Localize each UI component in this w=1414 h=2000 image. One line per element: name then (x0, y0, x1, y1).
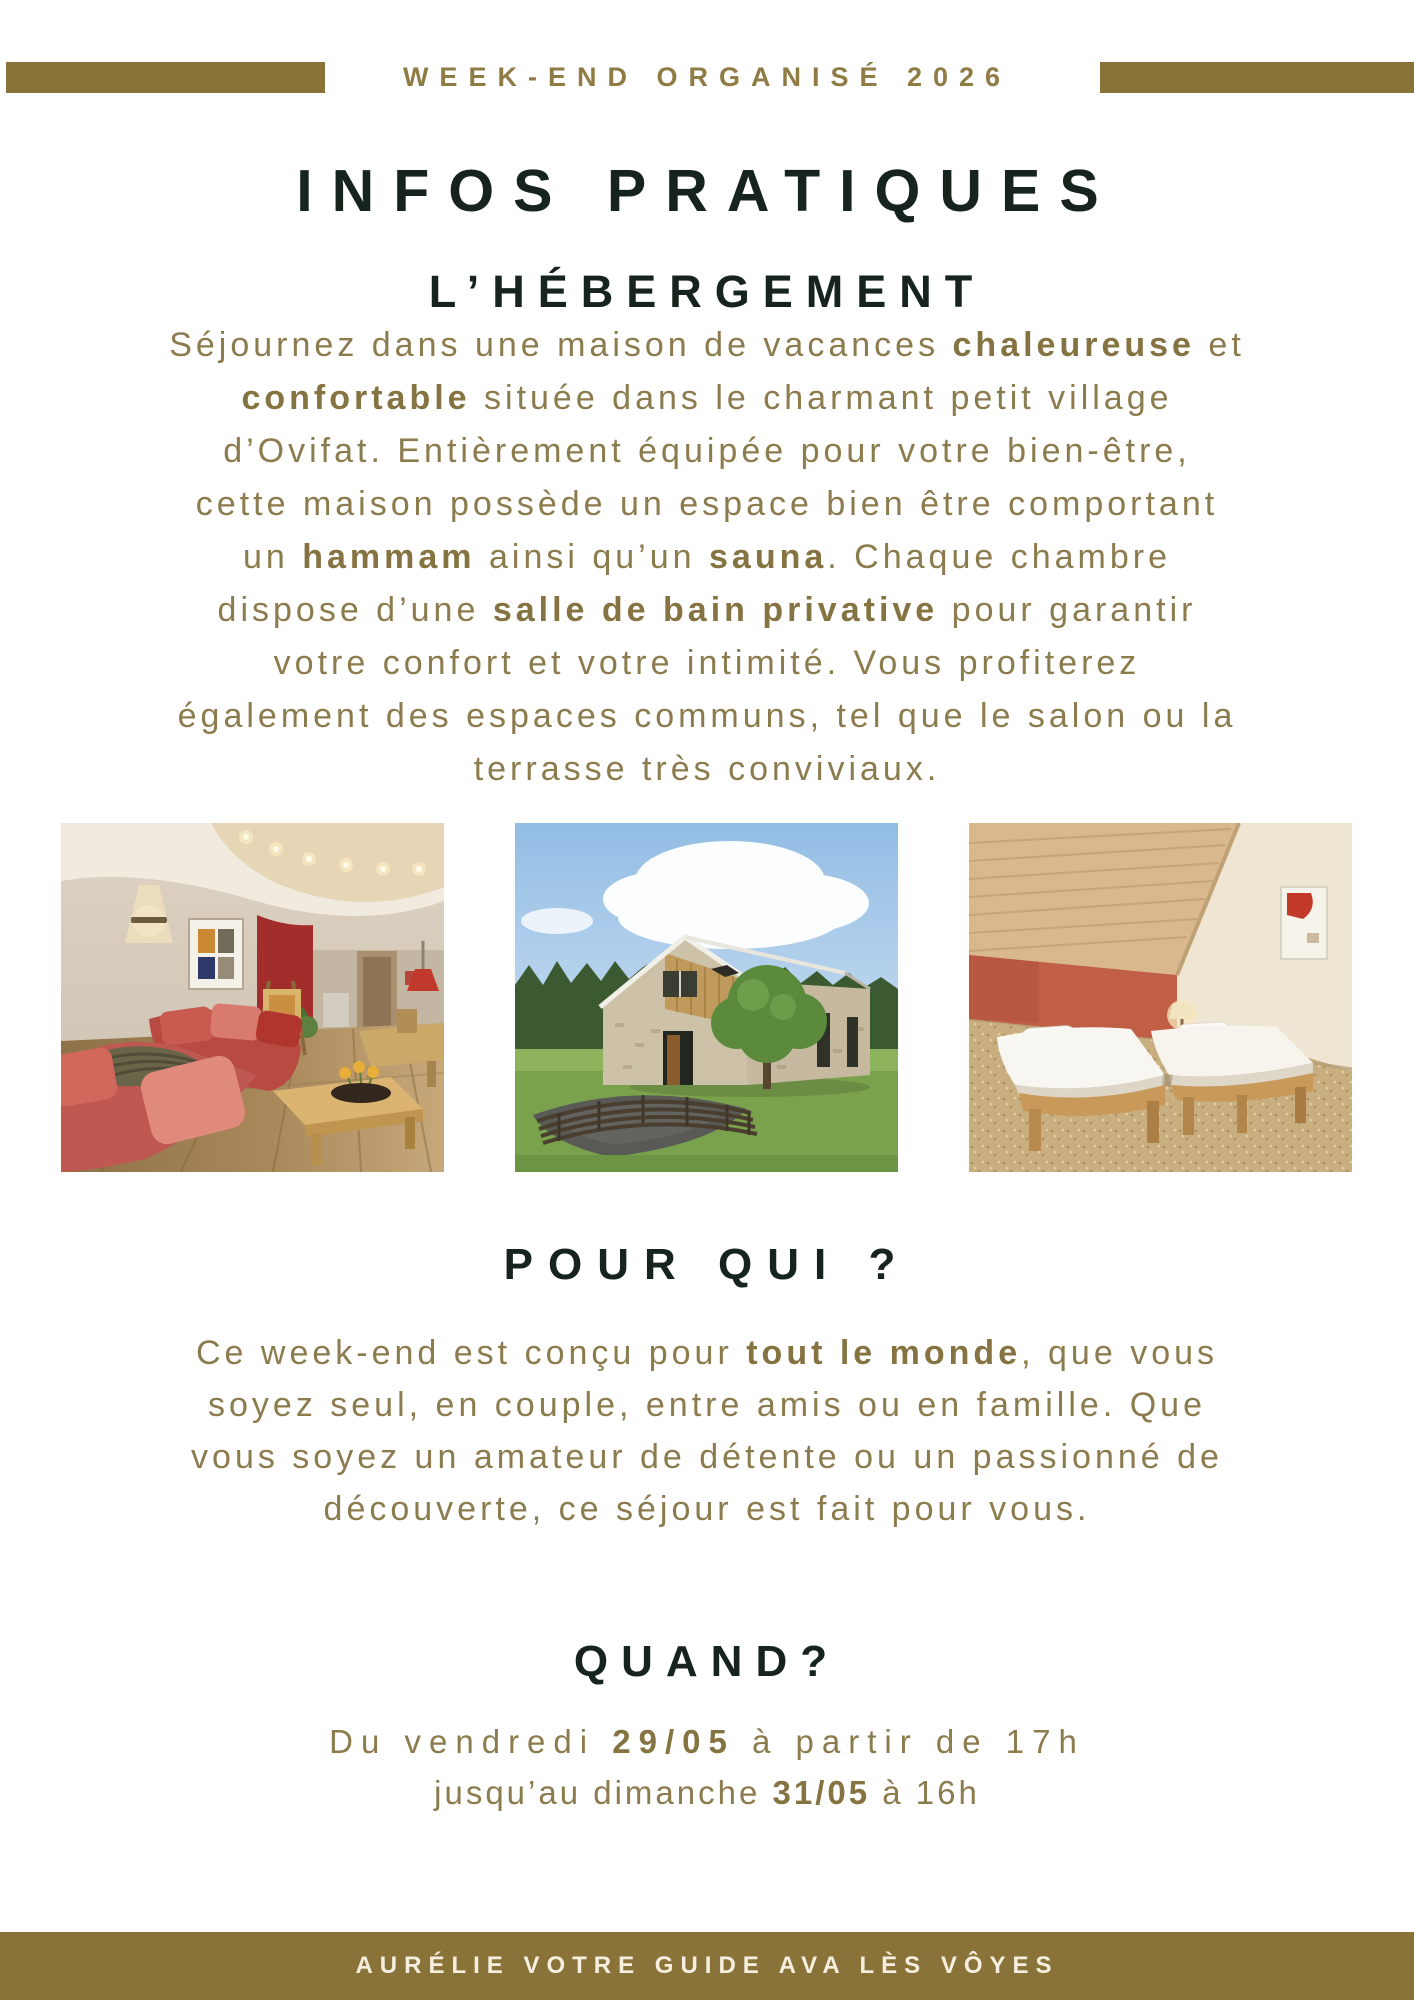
paragraph-line: jusqu’au dimanche 31/05 à 16h (434, 1774, 980, 1811)
photo-row (61, 823, 1353, 1172)
paragraph-line: découverte, ce séjour est fait pour vous. (323, 1490, 1091, 1528)
paragraph-line: soyez seul, en couple, entre amis ou en famille. Que (208, 1386, 1206, 1424)
wall-sconce (131, 917, 167, 923)
bedroom-photo (969, 823, 1352, 1172)
footer-band (0, 1932, 1414, 2000)
stone-house-illustration (515, 823, 898, 1172)
paragraph-line: Du vendredi 29/05 à partir de 17h (329, 1723, 1085, 1760)
living-room-illustration (61, 823, 444, 1172)
wall-art (1281, 887, 1327, 959)
header-kicker: WEEK-END ORGANISÉ 2026 (402, 62, 1012, 92)
paragraph-line: terrasse très conviviaux. (473, 750, 941, 788)
paragraph-line: également des espaces communs, tel que le salon ou la (177, 697, 1237, 735)
paragraph-line: d’Ovifat. Entièrement équipée pour votre bien-être, (223, 432, 1191, 470)
stone-house-photo (515, 823, 898, 1172)
paragraph-line: votre confort et votre intimité. Vous profiterez (273, 644, 1141, 682)
quand-paragraph (0, 1716, 1414, 1818)
paragraph-line: Séjournez dans une maison de vacances chaleureuse et (169, 326, 1245, 364)
paragraph-line: dispose d’une salle de bain privative pour garantir (217, 591, 1197, 629)
paragraph-line: vous soyez un amateur de détente ou un passionné de (191, 1438, 1223, 1476)
wall-art-frame (189, 919, 243, 989)
section-heading-hebergement: L’HÉBERGEMENT (428, 266, 986, 317)
section-heading-pour-qui: POUR QUI ? (503, 1240, 911, 1289)
header-rule-right (1100, 62, 1414, 93)
paragraph-line: un hammam ainsi qu’un sauna. Chaque chambre (242, 538, 1171, 576)
page-title: INFOS PRATIQUES (296, 158, 1118, 224)
paragraph-line: Ce week-end est conçu pour tout le monde, que vous (195, 1334, 1219, 1372)
pour-qui-paragraph (0, 1327, 1414, 1535)
paragraph-line: confortable située dans le charmant petit village (241, 379, 1173, 417)
paragraph-line: cette maison possède un espace bien être comportant (195, 485, 1219, 523)
bedroom-illustration (969, 823, 1352, 1172)
section-heading-quand: QUAND? (573, 1637, 841, 1686)
footer-text: AURÉLIE VOTRE GUIDE AVA LÈS VÔYES (355, 1952, 1059, 1979)
living-room-photo (61, 823, 444, 1172)
hebergement-paragraph (0, 319, 1414, 796)
